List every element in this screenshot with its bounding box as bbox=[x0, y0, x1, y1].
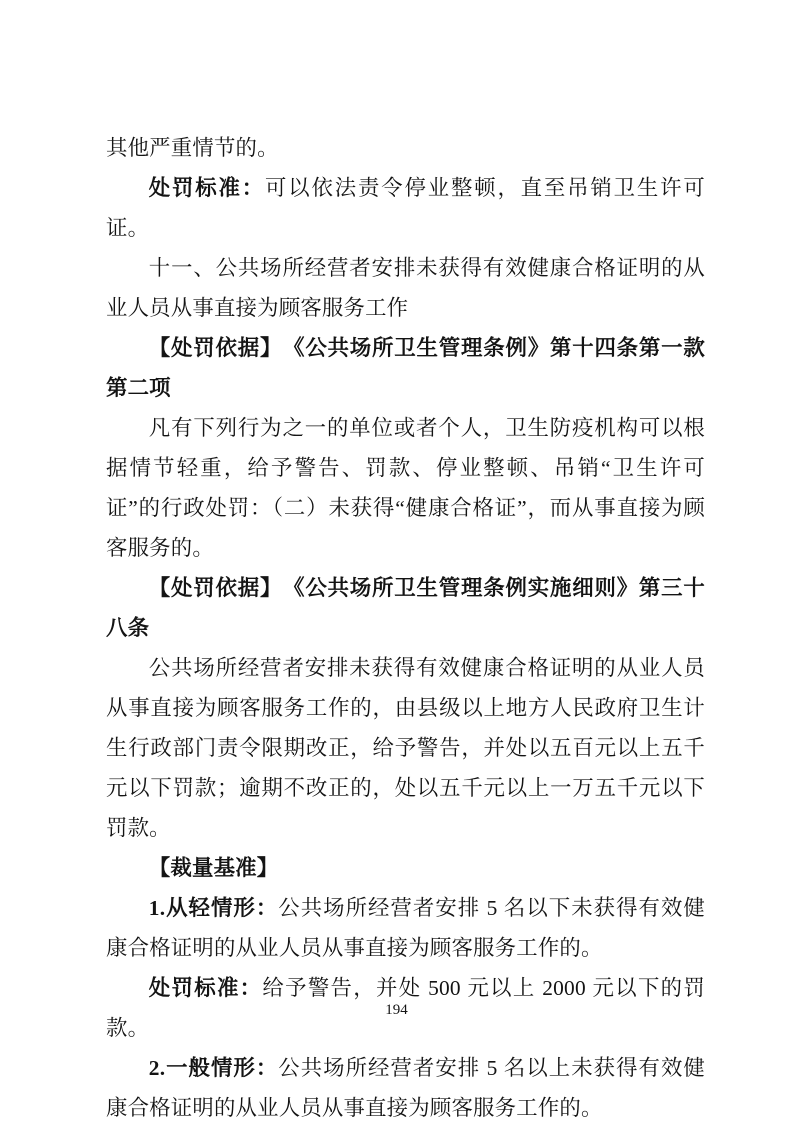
paragraph bbox=[106, 168, 705, 248]
text-run: 凡有下列行为之一的单位或者个人，卫生防疫机构可以根据情节轻重，给予警告、罚款、停业整顿、吊销“卫生许可证”的行政处罚：（二）未获得“健康合格证”，而从事直接为顾客服务的。 bbox=[106, 416, 705, 560]
paragraph bbox=[106, 128, 705, 168]
page-number: 194 bbox=[385, 1002, 408, 1018]
text-run: 可以依法责令停业整顿，直至吊销卫生许可证。 bbox=[106, 176, 705, 240]
bold-text-run: 【处罚依据】 《公共场所卫生管理条例》第十四条第一款第二项 bbox=[106, 336, 705, 400]
text-run: 公共场所经营者安排 5 名以上未获得有效健康合格证明的从业人员从事直接为顾客服务工作的。 bbox=[106, 1056, 705, 1120]
paragraph bbox=[106, 888, 705, 968]
bold-text-run: 处罚标准： bbox=[148, 176, 266, 200]
text-run: 公共场所经营者安排未获得有效健康合格证明的从业人员从事直接为顾客服务工作的，由县级以上地方人民政府卫生计生行政部门责令限期改正，给予警告，并处以五百元以上五千元以下罚款；逾期不改正的，处以五千元以上一万五千元以下罚款。 bbox=[106, 656, 705, 840]
text-run: 公共场所经营者安排 5 名以下未获得有效健康合格证明的从业人员从事直接为顾客服务工作的。 bbox=[106, 896, 705, 960]
paragraph bbox=[106, 408, 705, 568]
paragraph bbox=[106, 648, 705, 848]
paragraph bbox=[106, 848, 705, 888]
text-run: 给予警告，并处 500 元以上 2000 元以下的罚款。 bbox=[106, 976, 705, 1040]
paragraph bbox=[106, 328, 705, 408]
paragraph bbox=[106, 1048, 705, 1122]
bold-text-run: 【裁量基准】 bbox=[148, 856, 279, 880]
text-run: 十一、公共场所经营者安排未获得有效健康合格证明的从业人员从事直接为顾客服务工作 bbox=[106, 256, 705, 320]
paragraph bbox=[106, 568, 705, 648]
bold-text-run: 处罚标准： bbox=[148, 976, 263, 1000]
document-body bbox=[106, 128, 705, 1122]
bold-text-run: 2.一般情形： bbox=[148, 1056, 279, 1080]
text-run: 其他严重情节的。 bbox=[106, 136, 279, 160]
paragraph bbox=[106, 248, 705, 328]
bold-text-run: 1.从轻情形： bbox=[148, 896, 279, 920]
bold-text-run: 【处罚依据】 《公共场所卫生管理条例实施细则》第三十八条 bbox=[106, 576, 705, 640]
